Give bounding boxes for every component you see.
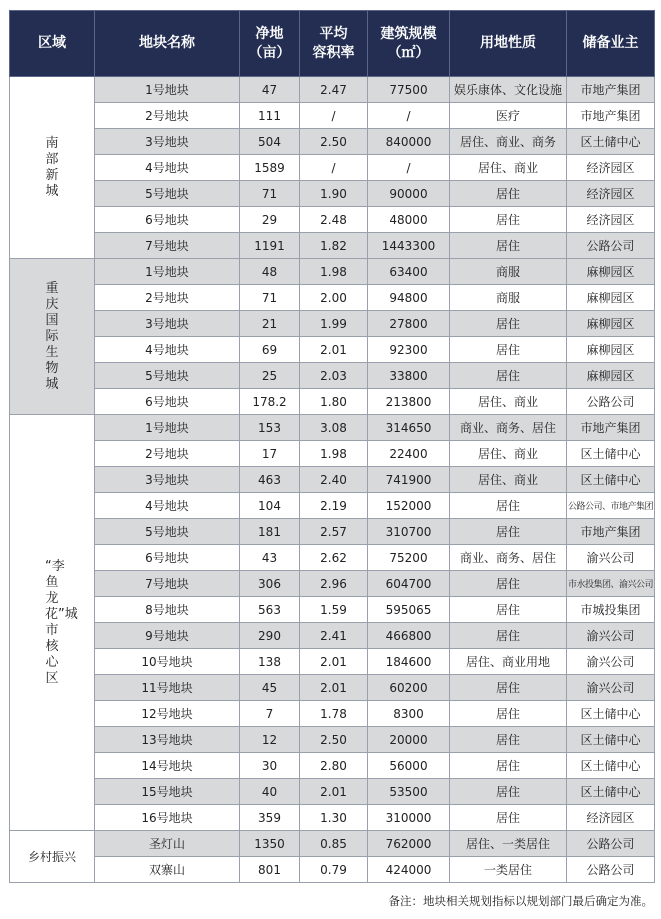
land-use-cell: 居住、商业 [450, 441, 567, 467]
table-row [10, 415, 655, 441]
scale-cell: 8300 [368, 701, 450, 727]
net-area-cell: 17 [240, 441, 300, 467]
owner-cell: 渝兴公司 [567, 675, 655, 701]
land-use-cell: 居住 [450, 675, 567, 701]
header-building-scale: 建筑规模 （㎡） [368, 11, 450, 77]
land-use-cell: 商业、商务、居住 [450, 545, 567, 571]
net-area-cell: 21 [240, 311, 300, 337]
owner-cell: 公路公司 [567, 857, 655, 883]
scale-cell: 762000 [368, 831, 450, 857]
header-land-use: 用地性质 [450, 11, 567, 77]
far-cell: 1.98 [300, 259, 368, 285]
scale-cell: 48000 [368, 207, 450, 233]
owner-cell: 麻柳园区 [567, 337, 655, 363]
net-area-cell: 12 [240, 727, 300, 753]
table-row [10, 363, 655, 389]
scale-cell: 152000 [368, 493, 450, 519]
table-row [10, 493, 655, 519]
table-row [10, 675, 655, 701]
plot-name-cell: 2号地块 [95, 285, 240, 311]
plot-name-cell: 5号地块 [95, 519, 240, 545]
far-cell: 2.01 [300, 337, 368, 363]
plot-name-cell: 2号地块 [95, 103, 240, 129]
net-area-cell: 153 [240, 415, 300, 441]
land-plot-table [9, 10, 655, 883]
table-row [10, 207, 655, 233]
region-cell [10, 831, 95, 883]
far-cell: 2.01 [300, 779, 368, 805]
scale-cell: 92300 [368, 337, 450, 363]
far-cell: 1.82 [300, 233, 368, 259]
scale-cell: 1443300 [368, 233, 450, 259]
land-use-cell: 商业、商务、居住 [450, 415, 567, 441]
land-use-cell: 居住 [450, 493, 567, 519]
far-cell: 1.99 [300, 311, 368, 337]
header-region: 区域 [10, 11, 95, 77]
scale-cell: 63400 [368, 259, 450, 285]
land-use-cell: 商服 [450, 285, 567, 311]
plot-name-cell: 1号地块 [95, 77, 240, 103]
land-use-cell: 居住 [450, 571, 567, 597]
land-use-cell: 居住 [450, 181, 567, 207]
plot-name-cell: 圣灯山 [95, 831, 240, 857]
region-cell [10, 259, 95, 415]
net-area-cell: 178.2 [240, 389, 300, 415]
scale-cell: 314650 [368, 415, 450, 441]
owner-cell: 渝兴公司 [567, 649, 655, 675]
plot-name-cell: 1号地块 [95, 415, 240, 441]
owner-cell: 市地产集团 [567, 415, 655, 441]
scale-cell: 741900 [368, 467, 450, 493]
net-area-cell: 25 [240, 363, 300, 389]
scale-cell: 466800 [368, 623, 450, 649]
net-area-cell: 47 [240, 77, 300, 103]
table-row [10, 571, 655, 597]
far-cell: 2.19 [300, 493, 368, 519]
header-net-area: 净地 （亩） [240, 11, 300, 77]
region-name: “李鱼龙花”城市核心区 [45, 558, 78, 686]
region-name: 乡村振兴 [27, 850, 76, 864]
scale-cell: 77500 [368, 77, 450, 103]
net-area-cell: 43 [240, 545, 300, 571]
net-area-cell: 111 [240, 103, 300, 129]
scale-cell: 604700 [368, 571, 450, 597]
far-cell: 0.85 [300, 831, 368, 857]
table-row [10, 753, 655, 779]
table-row [10, 623, 655, 649]
owner-cell: 区土储中心 [567, 779, 655, 805]
table-row [10, 337, 655, 363]
far-cell: 0.79 [300, 857, 368, 883]
plot-name-cell: 15号地块 [95, 779, 240, 805]
net-area-cell: 306 [240, 571, 300, 597]
far-cell: 2.80 [300, 753, 368, 779]
far-cell: 2.01 [300, 675, 368, 701]
land-use-cell: 居住、一类居住 [450, 831, 567, 857]
land-use-cell: 居住 [450, 337, 567, 363]
table-row [10, 311, 655, 337]
owner-cell: 区土储中心 [567, 467, 655, 493]
far-cell: / [300, 155, 368, 181]
table-row [10, 649, 655, 675]
net-area-cell: 290 [240, 623, 300, 649]
scale-cell: 22400 [368, 441, 450, 467]
net-area-cell: 71 [240, 285, 300, 311]
net-area-cell: 181 [240, 519, 300, 545]
table-row [10, 467, 655, 493]
plot-name-cell: 3号地块 [95, 311, 240, 337]
plot-name-cell: 双寨山 [95, 857, 240, 883]
net-area-cell: 801 [240, 857, 300, 883]
plot-name-cell: 1号地块 [95, 259, 240, 285]
land-use-cell: 居住 [450, 363, 567, 389]
header-plot-name: 地块名称 [95, 11, 240, 77]
region-cell [10, 77, 95, 259]
plot-name-cell: 7号地块 [95, 571, 240, 597]
land-use-cell: 居住 [450, 207, 567, 233]
table-row [10, 831, 655, 857]
owner-cell: 公路公司 [567, 233, 655, 259]
table-row [10, 155, 655, 181]
net-area-cell: 29 [240, 207, 300, 233]
scale-cell: 90000 [368, 181, 450, 207]
plot-name-cell: 2号地块 [95, 441, 240, 467]
net-area-cell: 1589 [240, 155, 300, 181]
owner-cell: 区土储中心 [567, 129, 655, 155]
scale-cell: 310000 [368, 805, 450, 831]
owner-cell: 麻柳园区 [567, 285, 655, 311]
land-use-cell: 娱乐康体、文化设施 [450, 77, 567, 103]
scale-cell: 53500 [368, 779, 450, 805]
land-use-cell: 居住 [450, 519, 567, 545]
net-area-cell: 30 [240, 753, 300, 779]
region-name: 重庆国际生物城 [45, 280, 59, 392]
net-area-cell: 1350 [240, 831, 300, 857]
table-row [10, 701, 655, 727]
scale-cell: 75200 [368, 545, 450, 571]
net-area-cell: 71 [240, 181, 300, 207]
far-cell: 2.00 [300, 285, 368, 311]
scale-cell: 213800 [368, 389, 450, 415]
land-use-cell: 居住 [450, 727, 567, 753]
plot-name-cell: 13号地块 [95, 727, 240, 753]
table-body [10, 77, 655, 883]
owner-cell: 渝兴公司 [567, 545, 655, 571]
plot-name-cell: 7号地块 [95, 233, 240, 259]
owner-cell: 公路公司 [567, 831, 655, 857]
land-use-cell: 居住、商业 [450, 155, 567, 181]
land-use-cell: 居住、商业 [450, 389, 567, 415]
owner-cell: 公路公司、市地产集团 [567, 493, 655, 519]
far-cell: 2.96 [300, 571, 368, 597]
plot-name-cell: 16号地块 [95, 805, 240, 831]
scale-cell: 840000 [368, 129, 450, 155]
scale-cell: 56000 [368, 753, 450, 779]
net-area-cell: 1191 [240, 233, 300, 259]
land-use-cell: 居住 [450, 753, 567, 779]
owner-cell: 区土储中心 [567, 701, 655, 727]
table-row [10, 129, 655, 155]
table-header-row [10, 11, 655, 77]
plot-name-cell: 4号地块 [95, 155, 240, 181]
plot-name-cell: 4号地块 [95, 493, 240, 519]
scale-cell: / [368, 155, 450, 181]
plot-name-cell: 11号地块 [95, 675, 240, 701]
land-use-cell: 居住 [450, 311, 567, 337]
net-area-cell: 48 [240, 259, 300, 285]
footnote: 备注：地块相关规划指标以规划部门最后确定为准。 [388, 894, 653, 908]
table-row [10, 519, 655, 545]
table-row [10, 545, 655, 571]
plot-name-cell: 3号地块 [95, 467, 240, 493]
table-row [10, 285, 655, 311]
plot-name-cell: 6号地块 [95, 545, 240, 571]
far-cell: 2.41 [300, 623, 368, 649]
scale-cell: 20000 [368, 727, 450, 753]
land-use-cell: 居住 [450, 233, 567, 259]
scale-cell: 424000 [368, 857, 450, 883]
table-row [10, 805, 655, 831]
owner-cell: 经济园区 [567, 155, 655, 181]
land-use-cell: 居住 [450, 701, 567, 727]
net-area-cell: 463 [240, 467, 300, 493]
plot-name-cell: 5号地块 [95, 181, 240, 207]
scale-cell: 184600 [368, 649, 450, 675]
scale-cell: 595065 [368, 597, 450, 623]
scale-cell: 33800 [368, 363, 450, 389]
land-use-cell: 商服 [450, 259, 567, 285]
land-use-cell: 居住 [450, 597, 567, 623]
far-cell: / [300, 103, 368, 129]
far-cell: 1.90 [300, 181, 368, 207]
plot-name-cell: 8号地块 [95, 597, 240, 623]
table-row [10, 779, 655, 805]
scale-cell: 94800 [368, 285, 450, 311]
far-cell: 2.01 [300, 649, 368, 675]
land-use-cell: 居住 [450, 805, 567, 831]
owner-cell: 经济园区 [567, 805, 655, 831]
owner-cell: 市地产集团 [567, 103, 655, 129]
owner-cell: 麻柳园区 [567, 259, 655, 285]
owner-cell: 渝兴公司 [567, 623, 655, 649]
far-cell: 2.50 [300, 129, 368, 155]
plot-name-cell: 6号地块 [95, 207, 240, 233]
net-area-cell: 69 [240, 337, 300, 363]
far-cell: 1.59 [300, 597, 368, 623]
net-area-cell: 504 [240, 129, 300, 155]
table-row [10, 259, 655, 285]
table-row [10, 727, 655, 753]
table-row [10, 857, 655, 883]
plot-name-cell: 6号地块 [95, 389, 240, 415]
far-cell: 2.47 [300, 77, 368, 103]
net-area-cell: 359 [240, 805, 300, 831]
header-floor-area-ratio: 平均 容积率 [300, 11, 368, 77]
plot-name-cell: 4号地块 [95, 337, 240, 363]
far-cell: 2.48 [300, 207, 368, 233]
owner-cell: 市地产集团 [567, 77, 655, 103]
owner-cell: 麻柳园区 [567, 311, 655, 337]
land-use-cell: 居住、商业 [450, 467, 567, 493]
header-owner: 储备业主 [567, 11, 655, 77]
owner-cell: 区土储中心 [567, 441, 655, 467]
far-cell: 1.78 [300, 701, 368, 727]
region-cell [10, 415, 95, 831]
land-use-cell: 居住、商业、商务 [450, 129, 567, 155]
table-row [10, 233, 655, 259]
owner-cell: 麻柳园区 [567, 363, 655, 389]
far-cell: 3.08 [300, 415, 368, 441]
scale-cell: / [368, 103, 450, 129]
plot-name-cell: 9号地块 [95, 623, 240, 649]
plot-name-cell: 5号地块 [95, 363, 240, 389]
table-row [10, 77, 655, 103]
far-cell: 2.57 [300, 519, 368, 545]
far-cell: 2.40 [300, 467, 368, 493]
far-cell: 1.30 [300, 805, 368, 831]
scale-cell: 60200 [368, 675, 450, 701]
net-area-cell: 104 [240, 493, 300, 519]
far-cell: 1.80 [300, 389, 368, 415]
net-area-cell: 7 [240, 701, 300, 727]
table-row [10, 389, 655, 415]
far-cell: 1.98 [300, 441, 368, 467]
owner-cell: 经济园区 [567, 207, 655, 233]
owner-cell: 区土储中心 [567, 727, 655, 753]
region-name: 南部新城 [45, 135, 59, 199]
plot-name-cell: 12号地块 [95, 701, 240, 727]
table-row [10, 441, 655, 467]
far-cell: 2.03 [300, 363, 368, 389]
scale-cell: 310700 [368, 519, 450, 545]
net-area-cell: 45 [240, 675, 300, 701]
land-use-cell: 一类居住 [450, 857, 567, 883]
land-use-cell: 居住、商业用地 [450, 649, 567, 675]
net-area-cell: 40 [240, 779, 300, 805]
owner-cell: 市城投集团 [567, 597, 655, 623]
land-use-cell: 居住 [450, 623, 567, 649]
scale-cell: 27800 [368, 311, 450, 337]
table-row [10, 181, 655, 207]
land-use-cell: 医疗 [450, 103, 567, 129]
plot-name-cell: 14号地块 [95, 753, 240, 779]
owner-cell: 市地产集团 [567, 519, 655, 545]
table-row [10, 103, 655, 129]
owner-cell: 公路公司 [567, 389, 655, 415]
owner-cell: 经济园区 [567, 181, 655, 207]
far-cell: 2.50 [300, 727, 368, 753]
plot-name-cell: 3号地块 [95, 129, 240, 155]
land-use-cell: 居住 [450, 779, 567, 805]
plot-name-cell: 10号地块 [95, 649, 240, 675]
owner-cell: 市水投集团、渝兴公司 [567, 571, 655, 597]
net-area-cell: 563 [240, 597, 300, 623]
far-cell: 2.62 [300, 545, 368, 571]
owner-cell: 区土储中心 [567, 753, 655, 779]
table-row [10, 597, 655, 623]
net-area-cell: 138 [240, 649, 300, 675]
